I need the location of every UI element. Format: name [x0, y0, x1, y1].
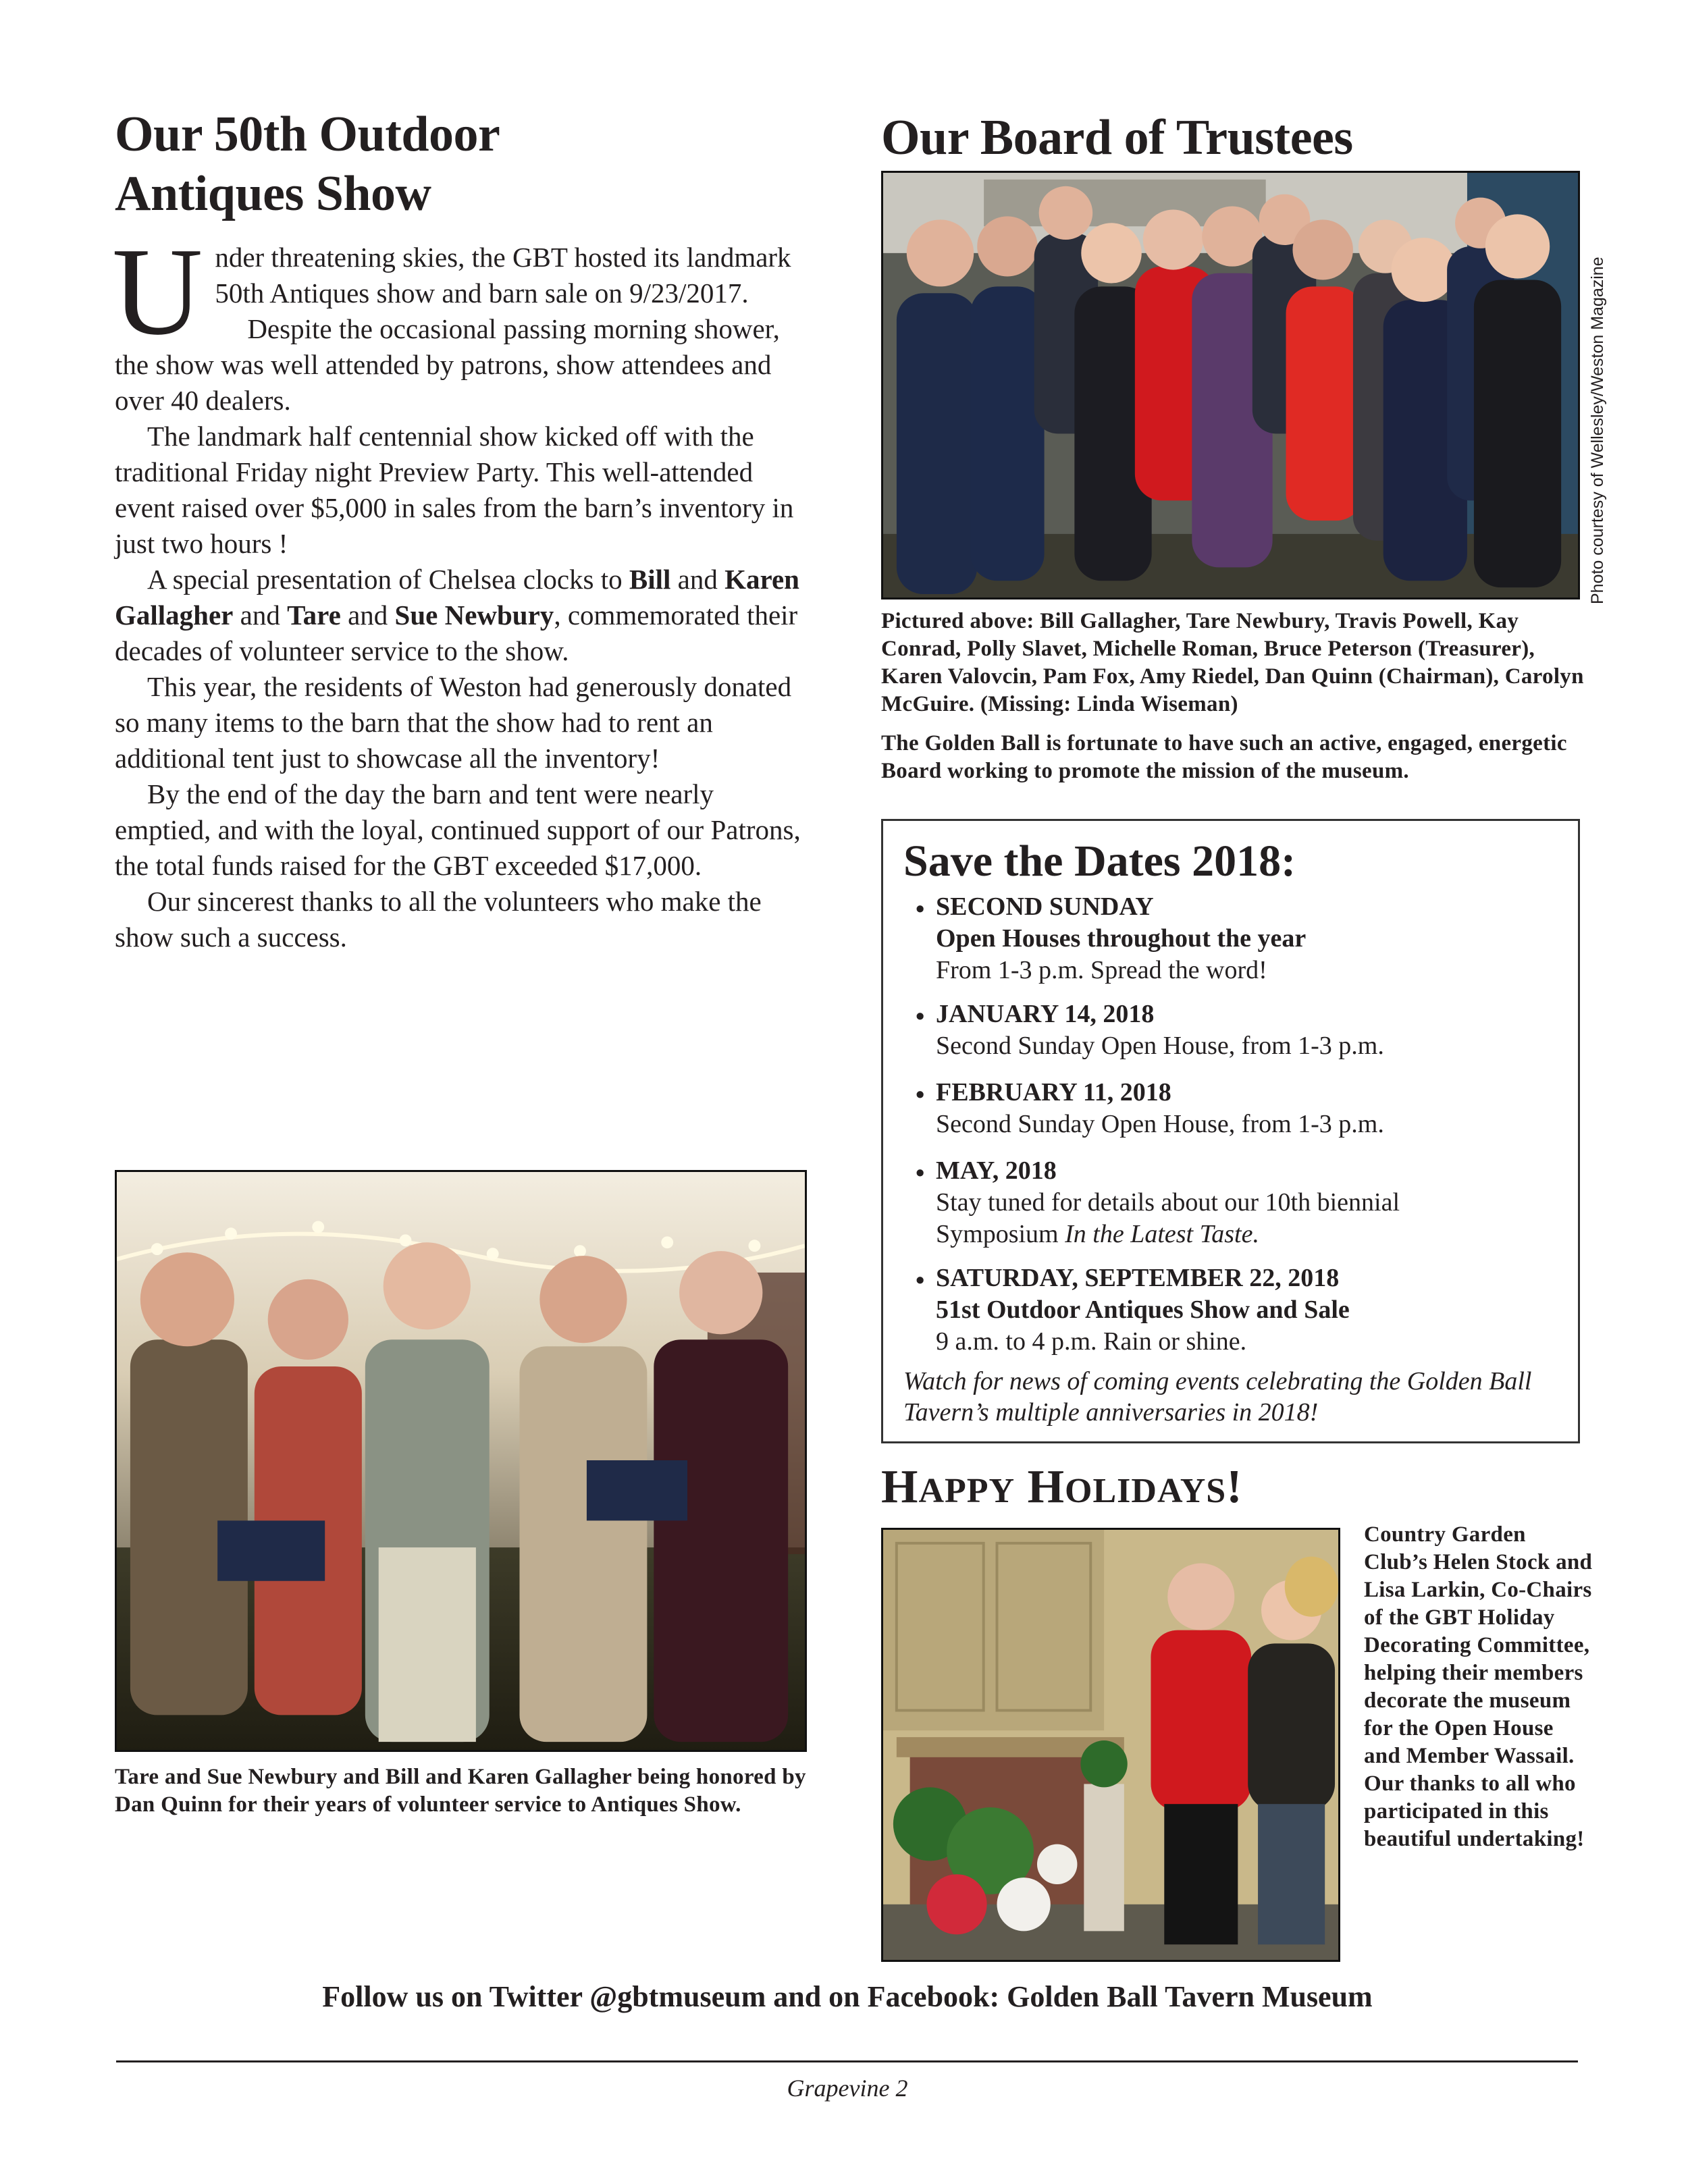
- date-item-january: • JANUARY 14, 2018 Second Sunday Open House, from 1-3 p.m.: [916, 1000, 1384, 1060]
- date-item-second-sunday: • SECOND SUNDAY Open Houses throughout the year From 1-3 p.m. Spread the word!: [916, 893, 1307, 984]
- happy-holidays-title: HAPPY HOLIDAYS!: [881, 1461, 1243, 1513]
- antiques-show-article: [112, 222, 810, 955]
- trustees-mission-text: The Golden Ball is fortunate to have such an active, engaged, energetic Board working to promote the mission of the museum.: [881, 731, 1567, 783]
- title-line-1: Our 50th Outdoor: [115, 107, 500, 162]
- trustees-caption: Pictured above: Bill Gallagher, Tare Newbury, Travis Powell, Kay Conrad, Polly Slavet, Michelle Roman, Bruce Peterson (Treasurer), Karen Valovcin, Pam Fox, Amy Riedel, Dan Quinn (Chairman), Carolyn McGuire. (Missing: Linda Wiseman): [881, 609, 1584, 716]
- trustees-photo-credit: Photo courtesy of Wellesley/Weston Magazine: [1588, 257, 1607, 604]
- save-the-dates-title: Save the Dates 2018:: [903, 836, 1296, 886]
- social-media-follow: Follow us on Twitter @gbtmuseum and on Facebook: Golden Ball Tavern Museum: [322, 1980, 1373, 2013]
- trustees-photo: [881, 171, 1580, 600]
- date-item-september: • SATURDAY, SEPTEMBER 22, 2018 51st Outdoor Antiques Show and Sale 9 a.m. to 4 p.m. Rain or shine.: [916, 1264, 1350, 1356]
- date-item-may: • MAY, 2018 Stay tuned for details about our 10th biennial Symposium In the Latest Taste.: [916, 1156, 1400, 1248]
- holiday-photo-illustration: [883, 1530, 1338, 1960]
- title-line-2: Antiques Show: [115, 166, 431, 221]
- article-paragraph-6: By the end of the day the barn and tent were nearly emptied, and with the loyal, continued support of our Patrons, the total funds raised for the GBT exceeded $17,000.: [115, 778, 801, 881]
- honorees-photo-illustration: [117, 1172, 805, 1750]
- article-paragraph-2: Despite the occasional passing morning shower, the show was well attended by patrons, show attendees and over 40 dealers.: [115, 313, 780, 416]
- date-item-february: • FEBRUARY 11, 2018 Second Sunday Open House, from 1-3 p.m.: [916, 1078, 1384, 1138]
- save-the-dates-footer: Watch for news of coming events celebrating the Golden Ball Tavern’s multiple anniversaries in 2018!: [903, 1367, 1532, 1427]
- save-the-dates-box: [881, 819, 1580, 1443]
- article-paragraph-1: Under threatening skies, the GBT hosted its landmark 50th Antiques show and barn sale on 9/23/2017.: [112, 222, 791, 361]
- trustees-title: Our Board of Trustees: [881, 110, 1353, 165]
- page-number: Grapevine 2: [787, 2075, 908, 2102]
- trustees-photo-illustration: [883, 173, 1578, 597]
- article-paragraph-4: A special presentation of Chelsea clocks to Bill and Karen Gallagher and Tare and Sue Newbury, commemorated their decades of volunteer service to the show.: [115, 564, 799, 666]
- article-paragraph-7: Our sincerest thanks to all the volunteers who make the show such a success.: [115, 886, 762, 953]
- antiques-show-title: [115, 105, 824, 223]
- drop-cap: U: [112, 222, 203, 361]
- footer-rule: [116, 2060, 1578, 2062]
- honorees-photo: [115, 1170, 807, 1752]
- holiday-decorating-photo: [881, 1528, 1340, 1962]
- article-paragraph-3: The landmark half centennial show kicked off with the traditional Friday night Preview Party. This well-attended event raised over $5,000 in sales from the barn’s inventory in just two hours !: [115, 421, 794, 559]
- honorees-photo-caption: Tare and Sue Newbury and Bill and Karen Gallagher being honored by Dan Quinn for their years of volunteer service to Antiques Show.: [115, 1765, 806, 1817]
- article-paragraph-5: This year, the residents of Weston had generously donated so many items to the barn that the show had to rent an additional tent just to showcase all the inventory!: [115, 671, 792, 774]
- holiday-photo-caption: Country Garden Club’s Helen Stock and Lisa Larkin, Co-Chairs of the GBT Holiday Decorating Committee, helping their members decorate the museum for the Open House and Member Wassail. Our thanks to all who participated in this beautiful undertaking!: [1364, 1522, 1593, 1851]
